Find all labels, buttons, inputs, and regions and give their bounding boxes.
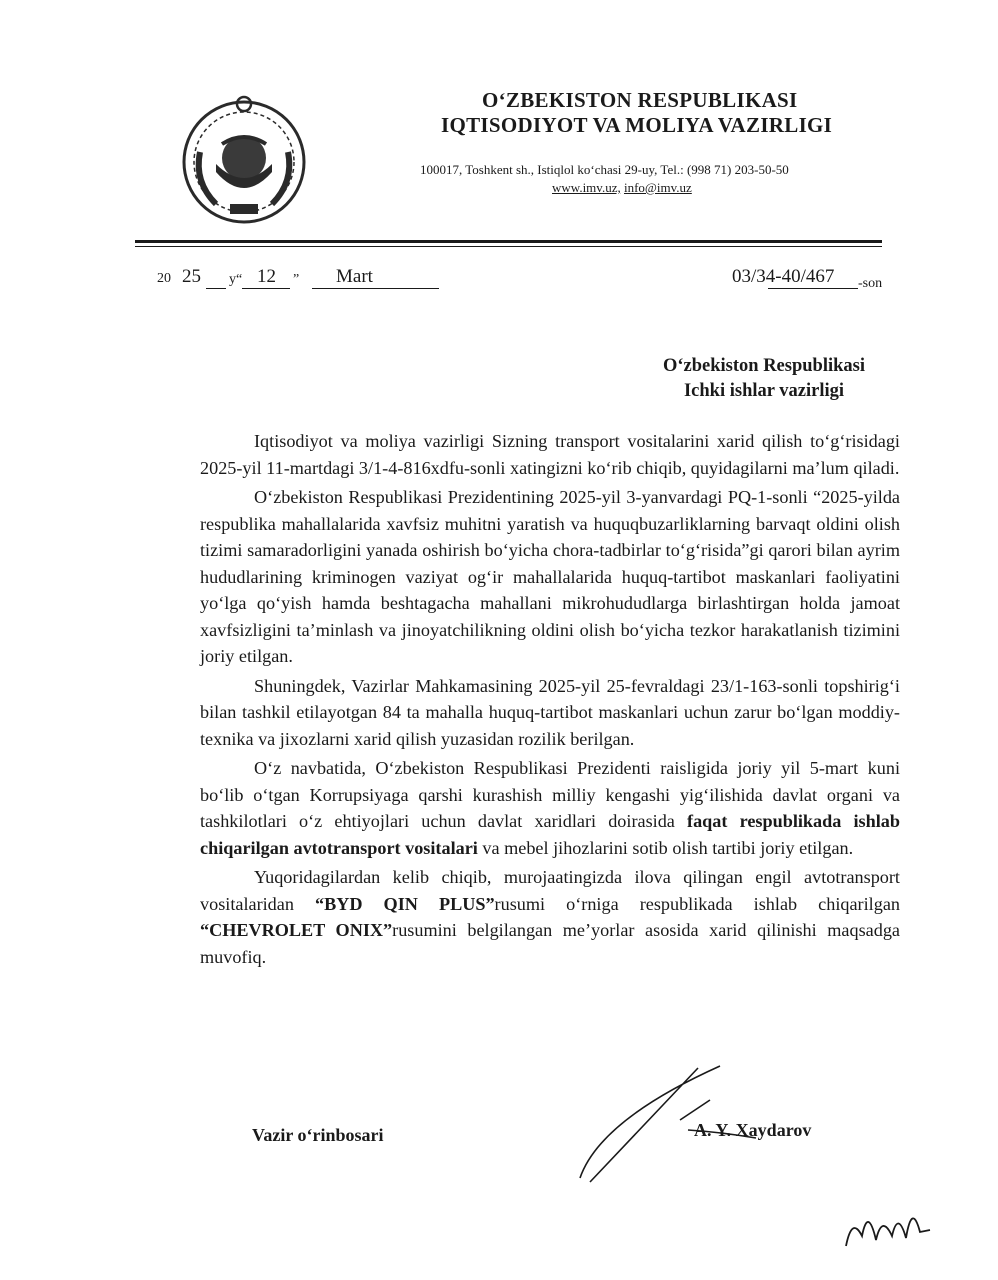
- paragraph-3: Shuningdek, Vazirlar Mahkamasining 2025-yil 25-fevraldagi 23/1-163-sonli topshirig‘i bilan tashkil etilayotgan 84 ta mahalla huquq-tartibot maskanlari uchun zarur bo‘lgan moddiy-texnika va jixozlarni xarid qilish yuzasidan rozilik berilgan.: [200, 675, 900, 749]
- recipient-line1: O‘zbekiston Respublikasi: [662, 356, 865, 376]
- date-day-underline: [242, 288, 290, 289]
- email-link[interactable]: info@imv.uz: [623, 180, 692, 195]
- org-contacts: [552, 180, 692, 196]
- signatory-role: Vazir o‘rinbosari: [252, 1125, 384, 1145]
- bold-model-1: “BYD QIN PLUS”: [315, 893, 495, 914]
- org-name-line1: O‘ZBEKISTON RESPUBLIKASI: [482, 88, 798, 112]
- bold-model-2: “CHEVROLET ONIX”: [200, 920, 393, 940]
- header-rule-thin: [135, 246, 882, 247]
- state-emblem-icon: [176, 92, 312, 228]
- handwritten-initials: [838, 1196, 938, 1256]
- date-day-close: ”: [293, 272, 300, 287]
- paragraph-2: O‘zbekiston Respublikasi Prezidentining 2025-yil 3-yanvardagi PQ-1-sonli “2025-yilda respublika mahallalarida xavfsiz muhitni yaratish va huquqbuzarliklarning barvaqt oldini olish tizimi samaradorligini yanada oshirish bo‘yicha chora-tadbirlar to‘g‘risida”gi qarori bilan ayrim hududlarining kriminogen vaziyat og‘ir mahallalarida huquq-tartibot maskanlari faoliyatini yo‘lga qo‘yish hamda beshtagacha mahallani mikrohududlarga birlashtirgan holda jamoat xavfsizligini ta’minlash va jinoyatchilikning oldini olish bo‘yicha tezkor harakatlanish tizimini joriy etilgan.: [200, 487, 900, 666]
- letter-body: [200, 428, 900, 970]
- registration-number: 03/34-40/467: [732, 266, 835, 287]
- paragraph-5: Yuqoridagilardan kelib chiqib, murojaatingizda ilova qilingan engil avtotransport vositalaridan “BYD QIN PLUS”rusumi o‘rniga respublikada ishlab chiqarilgan “CHEVROLET ONIX”rusumini belgilangan me’yorlar asosida xarid qilinishi maqsadga muvofiq.: [200, 867, 900, 967]
- date-day: 12: [257, 266, 276, 287]
- date-year-underline: [206, 288, 226, 289]
- date-century: 20: [157, 271, 171, 286]
- paragraph-1: Iqtisodiyot va moliya vazirligi Sizning transport vositalarini xarid qilish to‘g‘risidagi 2025-yil 11-martdagi 3/1-4-816xdfu-sonli xatingizni ko‘rib chiqib, quyidagilarni ma’lum qiladi.: [200, 431, 900, 478]
- date-month: Mart: [336, 266, 373, 287]
- date-month-underline: [312, 288, 439, 289]
- org-address: 100017, Toshkent sh., Istiqlol ko‘chasi 29-uy, Tel.: (998 71) 203-50-50: [420, 162, 789, 177]
- date-year-suffix: y“: [229, 272, 243, 287]
- registration-suffix: -son: [858, 276, 883, 291]
- bold-phrase: faqat respublikada ishlab chiqarilgan avtotransport vositalari: [200, 811, 901, 858]
- registration-underline: [768, 288, 858, 289]
- website-link[interactable]: www.imv.uz,: [552, 180, 621, 195]
- paragraph-4: O‘z navbatida, O‘zbekiston Respublikasi Prezidenti raisligida joriy yil 5-mart kuni bo‘lib o‘tgan Korrupsiyaga qarshi kurashish milliy kengashi yig‘ilishida davlat organi va tashkilotlari o‘z ehtiyojlari uchun davlat xaridlari doirasida faqat respublikada ishlab chiqarilgan avtotransport vositalari va mebel jihozlarini sotib olish tartibi joriy etilgan.: [200, 758, 901, 858]
- recipient-line2: Ichki ishlar vazirligi: [683, 381, 844, 401]
- header-rule-thick: [135, 240, 882, 243]
- recipient-block: [663, 354, 865, 404]
- org-name-line2: IQTISODIYOT VA MOLIYA VAZIRLIGI: [441, 113, 833, 137]
- date-year: 25: [182, 266, 201, 287]
- signatory-name: A. Y. Xaydarov: [694, 1120, 812, 1140]
